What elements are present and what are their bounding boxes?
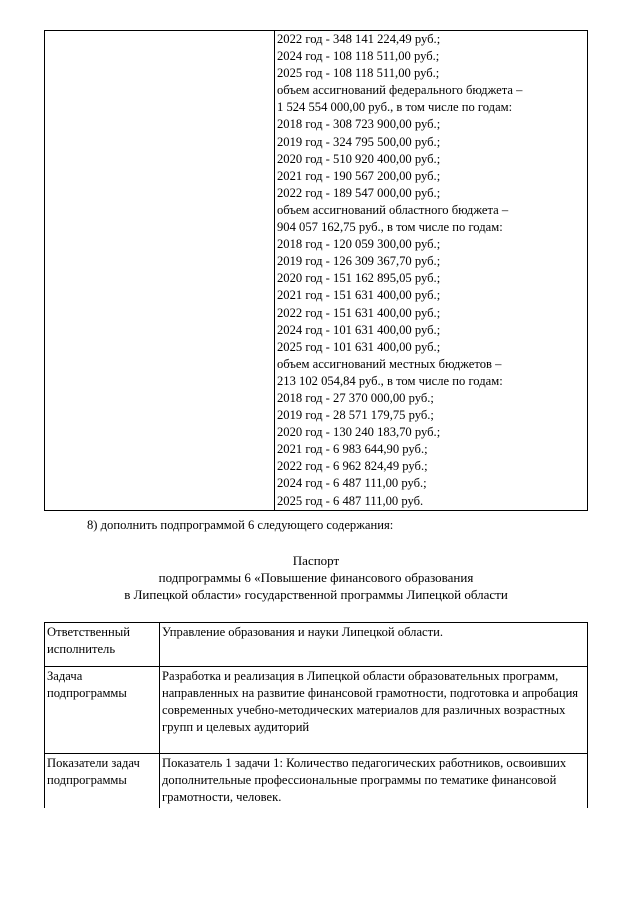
budget-line: 2020 год - 510 920 400,00 руб.; <box>277 151 441 166</box>
budget-line: 2018 год - 27 370 000,00 руб.; <box>277 390 434 405</box>
passport-row-label <box>45 754 160 808</box>
label-line: исполнитель <box>47 642 116 656</box>
passport-subtitle-line-1: подпрограммы 6 «Повышение финансового образования <box>158 570 474 585</box>
budget-line: 2022 год - 348 141 224,49 руб.; <box>277 32 441 46</box>
label-line: Ответственный <box>47 625 130 639</box>
budget-line: 2024 год - 101 631 400,00 руб.; <box>277 322 441 337</box>
passport-subtitle-line-2: в Липецкой области» государственной программы Липецкой области <box>124 587 508 602</box>
budget-line: 213 102 054,84 руб., в том числе по годам: <box>277 373 503 388</box>
passport-row-label <box>45 623 160 667</box>
budget-line: 2024 год - 6 487 111,00 руб.; <box>277 476 427 491</box>
table-row <box>45 623 588 667</box>
budget-line: 2021 год - 151 631 400,00 руб.; <box>277 288 441 303</box>
budget-line: 2025 год - 108 118 511,00 руб.; <box>277 66 440 81</box>
budget-line: объем ассигнований местных бюджетов – <box>277 356 502 371</box>
budget-line: 2019 год - 126 309 367,70 руб.; <box>277 254 441 269</box>
budget-line: 2022 год - 189 547 000,00 руб.; <box>277 185 441 200</box>
label-line: подпрограммы <box>47 686 127 700</box>
passport-table <box>44 622 588 808</box>
label-line: Показатели задач <box>47 756 140 770</box>
budget-line: 2020 год - 151 162 895,05 руб.; <box>277 271 441 286</box>
amendment-text: 8) дополнить подпрограммой 6 следующего содержания: <box>87 518 394 532</box>
budget-table-left-cell <box>45 31 275 511</box>
table-row <box>45 754 588 808</box>
passport-row-label <box>45 667 160 754</box>
budget-line: 2020 год - 130 240 183,70 руб.; <box>277 425 441 440</box>
budget-line: 2025 год - 101 631 400,00 руб.; <box>277 339 441 354</box>
table-row <box>45 667 588 754</box>
budget-line: 2019 год - 324 795 500,00 руб.; <box>277 134 441 149</box>
budget-line: 904 057 162,75 руб., в том числе по годам: <box>277 220 503 235</box>
budget-line: 2025 год - 6 487 111,00 руб. <box>277 493 424 508</box>
passport-row-value: Разработка и реализация в Липецкой области образовательных программ, направленных на развитие финансовой грамотности, подготовка и апробация современных учебно-методических материалов для различных возрастных групп и целевых аудиторий <box>160 667 588 754</box>
passport-row-value: Показатель 1 задачи 1: Количество педагогических работников, освоивших дополнительные профессиональные программы по тематике финансовой грамотности, человек. <box>160 754 588 808</box>
budget-line: 2021 год - 190 567 200,00 руб.; <box>277 168 441 183</box>
budget-line: 1 524 554 000,00 руб., в том числе по годам: <box>277 100 513 115</box>
passport-row-value: Управление образования и науки Липецкой области. <box>160 623 588 667</box>
budget-line: 2019 год - 28 571 179,75 руб.; <box>277 408 434 423</box>
budget-table-right-cell <box>275 31 588 511</box>
budget-line: 2022 год - 6 962 824,49 руб.; <box>277 459 428 474</box>
budget-line: 2018 год - 120 059 300,00 руб.; <box>277 237 441 252</box>
budget-line: 2022 год - 151 631 400,00 руб.; <box>277 305 441 320</box>
passport-title: Паспорт <box>292 553 340 568</box>
budget-line: 2021 год - 6 983 644,90 руб.; <box>277 442 428 457</box>
label-line: подпрограммы <box>47 773 127 787</box>
budget-line: 2024 год - 108 118 511,00 руб.; <box>277 49 440 64</box>
budget-table <box>44 30 588 511</box>
budget-line: объем ассигнований областного бюджета – <box>277 202 509 217</box>
budget-line: объем ассигнований федерального бюджета – <box>277 83 523 98</box>
budget-line: 2018 год - 308 723 900,00 руб.; <box>277 117 441 132</box>
label-line: Задача <box>47 669 83 683</box>
